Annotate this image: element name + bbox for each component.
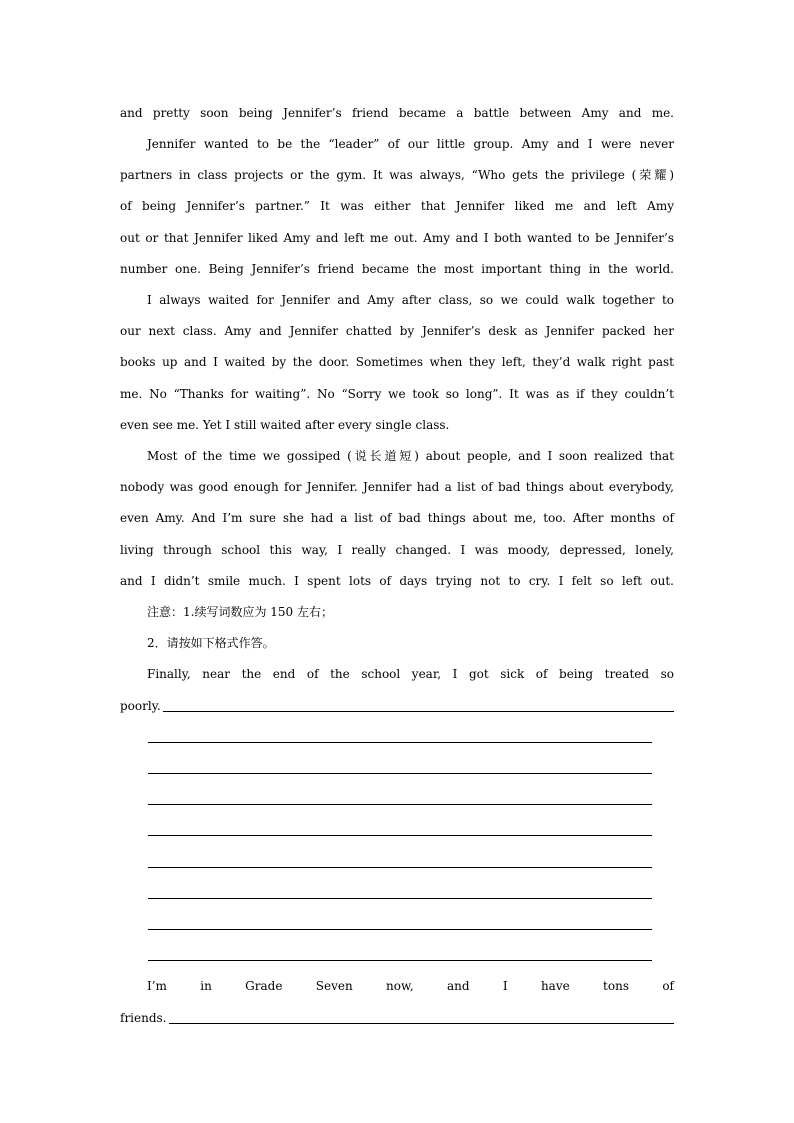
paragraph-start-line: Jennifer wanted to be the “leader” of our little group. Amy and I were never: [147, 137, 674, 151]
continuation-prompt-2-end: friends.: [120, 1011, 167, 1025]
note-format: 2．请按如下格式作答。: [147, 636, 275, 650]
text-line: living through school this way, I really changed. I was moody, depressed, lonely,: [120, 543, 674, 557]
text-line: books up and I waited by the door. Sometimes when they left, they’d walk right past: [120, 355, 674, 369]
text-line: number one. Being Jennifer’s friend became the most important thing in the world.: [120, 262, 674, 276]
continuation-prompt-2: I’m in Grade Seven now, and I have tons of: [147, 979, 674, 993]
answer-line-with-lead[interactable]: [120, 1008, 674, 1028]
answer-line[interactable]: [148, 960, 652, 961]
note-word-count: 注意：1.续写词数应为 150 左右；: [147, 605, 333, 619]
answer-line[interactable]: [148, 835, 652, 836]
answer-line[interactable]: [148, 742, 652, 743]
paragraph-start-line: I always waited for Jennifer and Amy after class, so we could walk together to: [147, 293, 674, 307]
answer-line[interactable]: [148, 773, 652, 774]
text-line: partners in class projects or the gym. It was always, “Who gets the privilege (荣耀): [120, 168, 674, 182]
answer-blank[interactable]: [169, 1023, 675, 1024]
text-line: nobody was good enough for Jennifer. Jennifer had a list of bad things about everybody,: [120, 480, 674, 494]
answer-line[interactable]: [148, 804, 652, 805]
text-line: and I didn’t smile much. I spent lots of days trying not to cry. I felt so left out.: [120, 574, 674, 588]
answer-blank[interactable]: [163, 711, 674, 712]
paragraph-start-line: Most of the time we gossiped (说长道短) about people, and I soon realized that: [147, 449, 674, 463]
answer-line-with-lead[interactable]: [120, 696, 674, 716]
text-line: our next class. Amy and Jennifer chatted by Jennifer’s desk as Jennifer packed her: [120, 324, 674, 338]
text-line: me. No “Thanks for waiting”. No “Sorry we took so long”. It was as if they couldn’t: [120, 387, 674, 401]
answer-line[interactable]: [148, 898, 652, 899]
continuation-prompt-1-end: poorly.: [120, 699, 161, 713]
continuation-prompt-1: Finally, near the end of the school year, I got sick of being treated so: [147, 667, 674, 681]
answer-line[interactable]: [148, 867, 652, 868]
text-line: and pretty soon being Jennifer’s friend became a battle between Amy and me.: [120, 106, 674, 120]
text-line: even see me. Yet I still waited after every single class.: [120, 418, 450, 432]
text-line: of being Jennifer’s partner.” It was either that Jennifer liked me and left Amy: [120, 199, 674, 213]
text-line: even Amy. And I’m sure she had a list of bad things about me, too. After months of: [120, 511, 674, 525]
text-line: out or that Jennifer liked Amy and left me out. Amy and I both wanted to be Jennifer’s: [120, 231, 674, 245]
answer-line[interactable]: [148, 929, 652, 930]
